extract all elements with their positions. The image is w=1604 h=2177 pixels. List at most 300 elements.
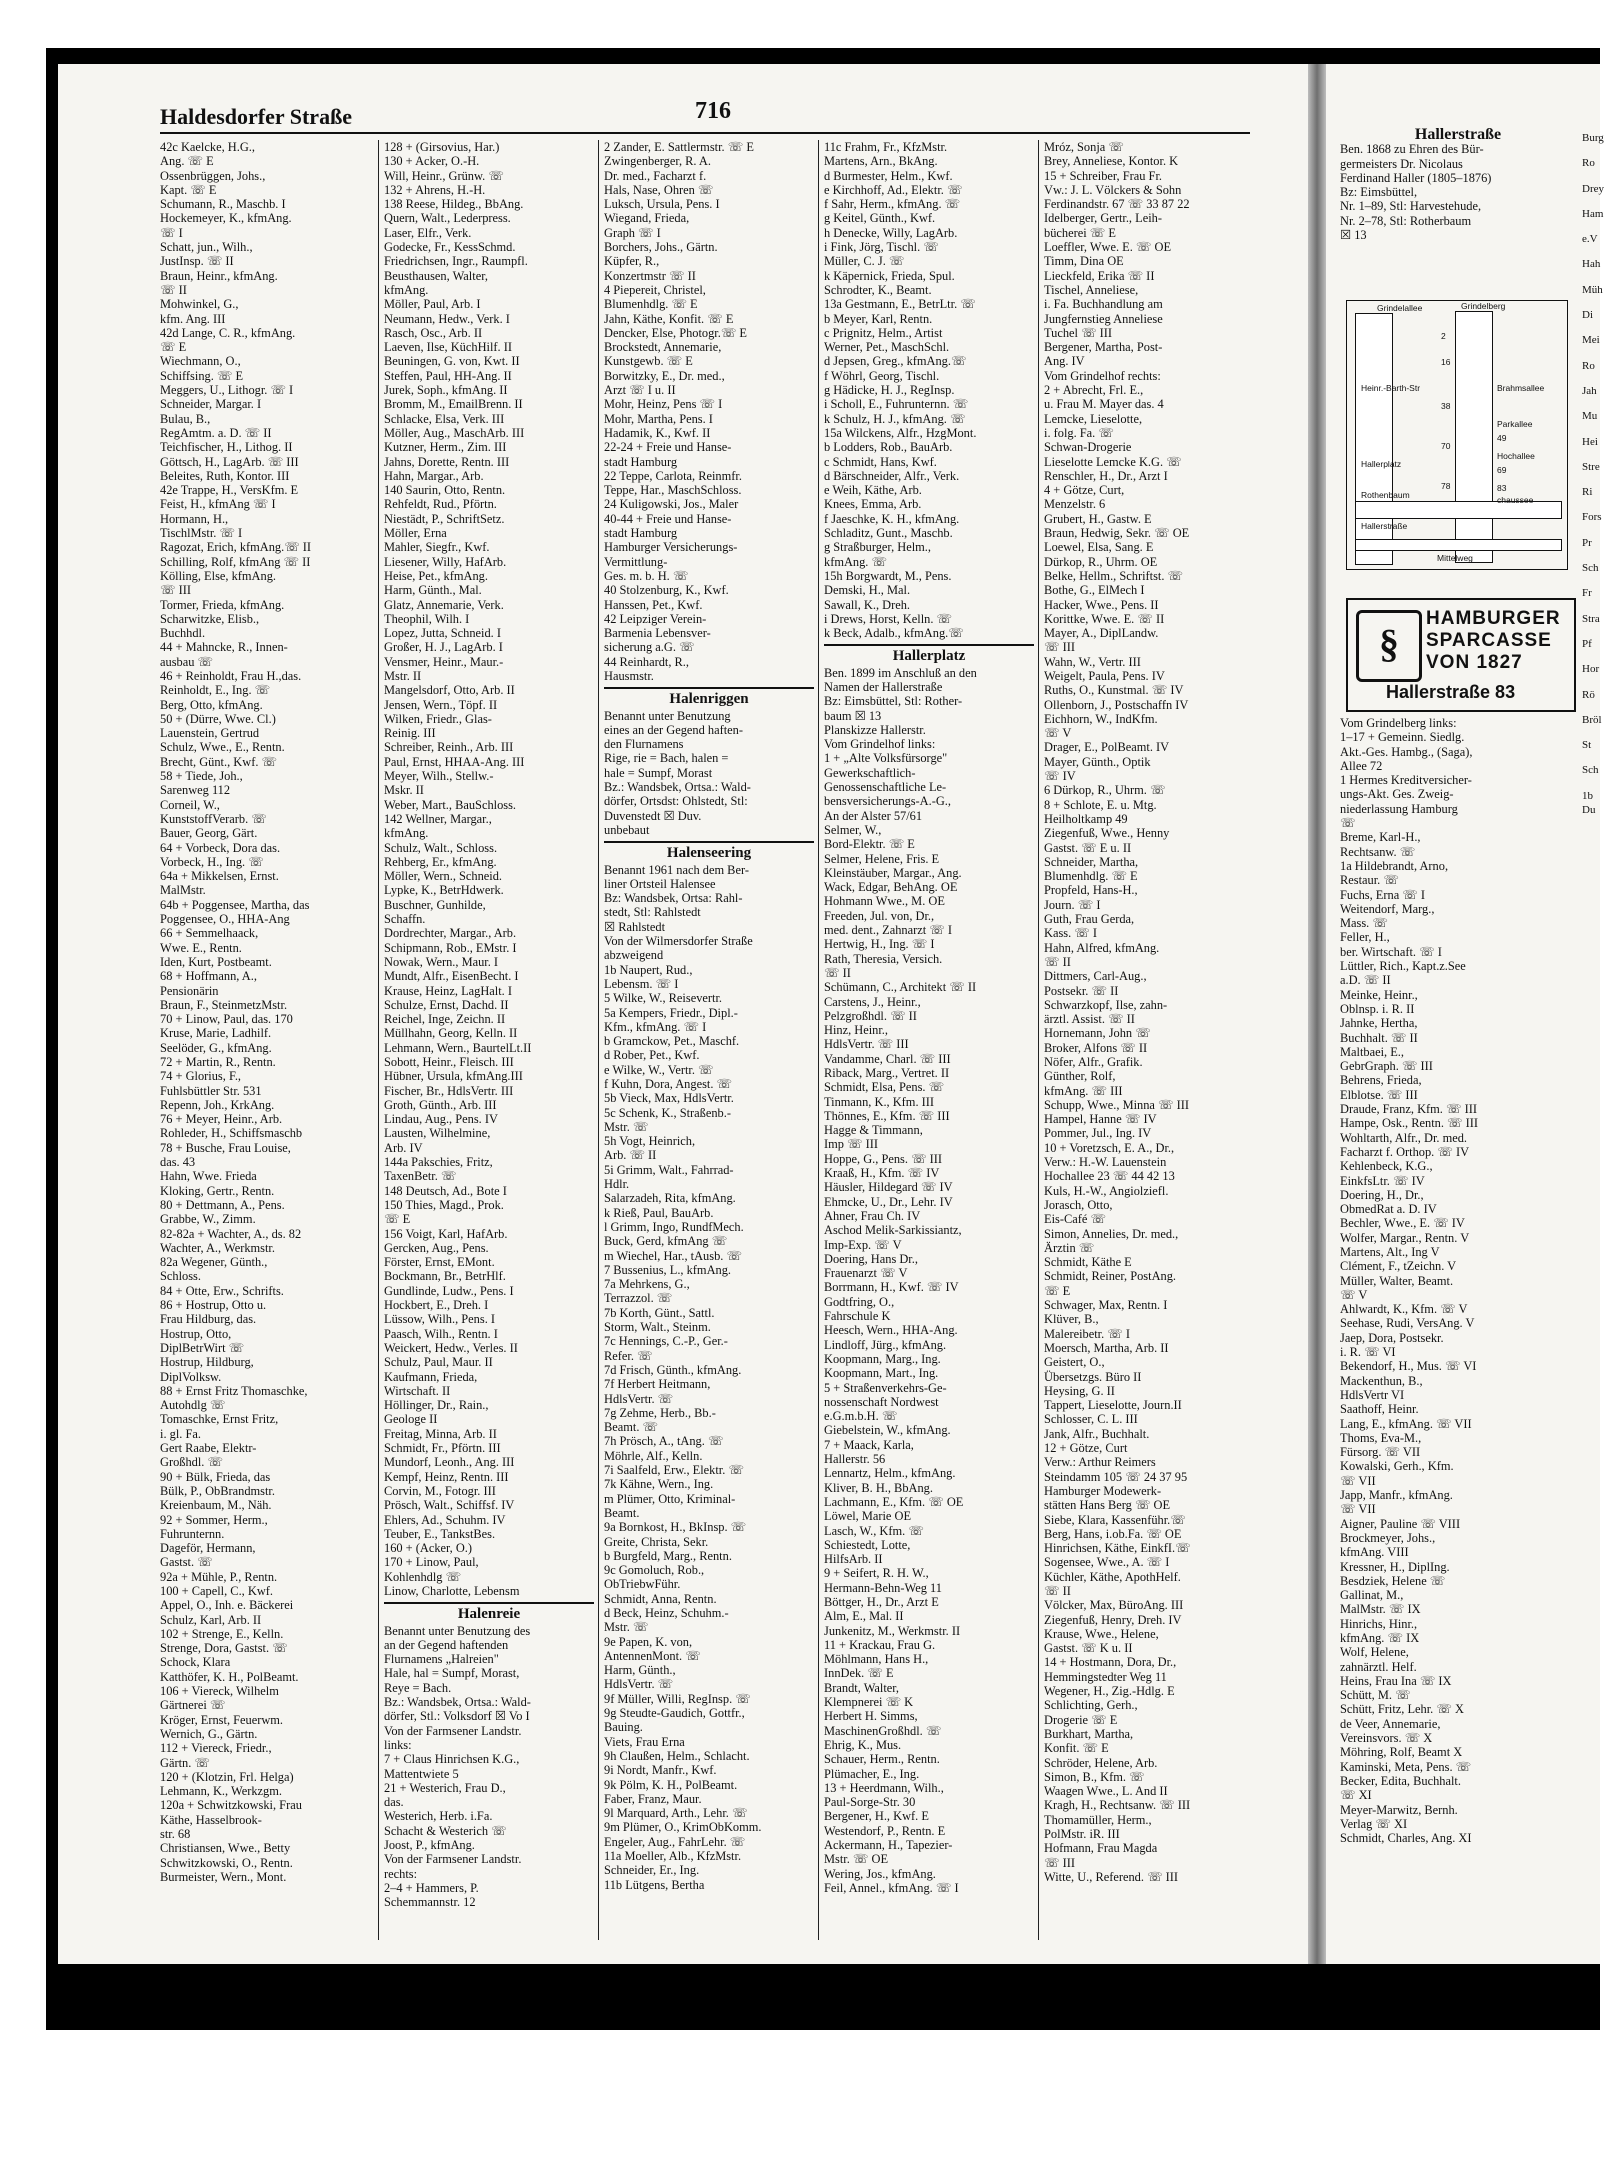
directory-entry: Planskizze Hallerstr. [824, 722, 926, 737]
directory-entry: Riback, Marg., Vertret. II [824, 1066, 950, 1080]
directory-entry: Jahns, Dorette, Rentn. III [384, 454, 510, 469]
column-divider [598, 140, 599, 1940]
directory-entry: Schemmannstr. 12 [384, 1895, 476, 1910]
directory-entry: an der Gegend haftenden [384, 1637, 509, 1652]
directory-entry: Pf [1582, 637, 1592, 650]
directory-entry: Kaminski, Meta, Pens. ☏ [1340, 1759, 1472, 1774]
directory-entry: Beleites, Ruth, Kontor. III [160, 468, 290, 483]
section-heading: Hallerplatz [824, 644, 1034, 663]
directory-entry: Hor [1582, 663, 1600, 676]
directory-entry: Schiestedt, Lotte, [824, 1537, 911, 1552]
directory-entry: 7 + Maack, Karla, [824, 1437, 914, 1452]
directory-entry: Schmidt, Anna, Rentn. [604, 1591, 717, 1606]
directory-entry: Heise, Pet., kfmAng. [384, 568, 488, 583]
directory-entry: Bockmann, Br., BetrHlf. [384, 1269, 506, 1284]
directory-entry: Theophil, Wilh. I [384, 611, 470, 626]
directory-entry: Bauer, Georg, Gärt. [160, 826, 258, 841]
directory-entry: c Prignitz, Helm., Artist [824, 325, 943, 340]
directory-entry: 7g Zehme, Herb., Bb.- [604, 1405, 716, 1420]
directory-entry: Konzertmstr ☏ II [604, 268, 696, 283]
directory-entry: ber. Wirtschaft. ☏ I [1340, 944, 1442, 959]
directory-entry: Fahrschule K [824, 1309, 891, 1324]
directory-entry: ☏ III [1044, 1855, 1075, 1870]
header-rule [160, 132, 1250, 134]
directory-entry: 9f Müller, Willi, RegInsp. ☏ [604, 1691, 751, 1706]
directory-entry: i. R. ☏ VI [1340, 1345, 1396, 1360]
directory-entry: stadt Hamburg [604, 454, 678, 469]
directory-entry: de Veer, Annemarie, [1340, 1716, 1441, 1731]
map-label: 49 [1497, 433, 1507, 443]
directory-entry: Knees, Emma, Arb. [824, 497, 922, 512]
map-label: 16 [1441, 357, 1451, 367]
directory-entry: Schloss. [160, 1269, 201, 1284]
directory-entry: Blumenhdlg. ☏ E [604, 297, 698, 312]
directory-entry: Borrmann, H., Kwf. ☏ IV [824, 1280, 959, 1295]
directory-entry: Bröl [1582, 713, 1602, 726]
directory-entry: 15a Wilckens, Alfr., HzgMont. [824, 425, 977, 440]
directory-entry: nossenschaft Nordwest [824, 1394, 939, 1409]
directory-entry: zahnärztl. Helf. [1340, 1659, 1417, 1674]
directory-entry: ☏ V [1340, 1287, 1368, 1302]
directory-entry: abzweigend [604, 948, 664, 963]
directory-entry: Arzt ☏ I u. II [604, 383, 676, 398]
map-label: 70 [1441, 441, 1451, 451]
directory-entry: Guth, Frau Gerda, [1044, 912, 1135, 927]
directory-entry: Maltbaei, E., [1340, 1044, 1404, 1059]
directory-entry: Ang. IV [1044, 354, 1085, 369]
directory-entry: 7b Korth, Günt., Sattl. [604, 1305, 715, 1320]
directory-entry: Kapt. ☏ E [160, 182, 217, 197]
directory-entry: Kohlenhdlg ☏ [384, 1569, 462, 1584]
directory-entry: Moersch, Martha, Arb. II [1044, 1340, 1169, 1355]
directory-entry: Ollenborn, J., Postschaffn IV [1044, 697, 1189, 712]
directory-entry: u. Frau M. Mayer das. 4 [1044, 397, 1164, 412]
directory-entry: Benannt unter Benutzung des [384, 1623, 531, 1638]
directory-entry: Wahn, W., Vertr. III [1044, 654, 1141, 669]
directory-entry: ☏ [1340, 816, 1356, 831]
directory-entry: 7h Prösch, A., tAng. ☏ [604, 1434, 724, 1449]
directory-entry: Will, Heinr., Grünw. ☏ [384, 168, 504, 183]
directory-entry: Nöfer, Alfr., Grafik. [1044, 1055, 1143, 1069]
directory-entry: das. [384, 1795, 404, 1810]
directory-entry: Jahn, Käthe, Konfit. ☏ E [604, 311, 734, 326]
directory-entry: Ro [1582, 157, 1595, 170]
directory-entry: Ri [1582, 486, 1593, 499]
directory-entry: e Wilke, W., Vertr. ☏ [604, 1062, 714, 1077]
directory-entry: Reinholdt, E., Ing. ☏ [160, 683, 271, 698]
column-divider [818, 140, 819, 1940]
map-label: Hallerstraße [1361, 521, 1408, 531]
directory-entry: Tappert, Lieselotte, Journ.II [1044, 1398, 1182, 1413]
directory-entry: Lehmann, K., Werkzgm. [160, 1784, 282, 1799]
directory-entry: Ro [1582, 359, 1595, 372]
directory-entry: Vorbeck, H., Ing. ☏ [160, 854, 264, 869]
directory-entry: Restaur. ☏ [1340, 873, 1399, 888]
directory-entry: Bromm, M., EmailBrenn. II [384, 397, 523, 412]
directory-entry: c Schmidt, Hans, Kwf. [824, 454, 937, 469]
directory-entry: Hockbert, E., Dreh. I [384, 1298, 489, 1313]
directory-entry: Broker, Alfons ☏ II [1044, 1040, 1148, 1055]
directory-entry: 142 Wellner, Margar., [384, 811, 492, 826]
directory-entry: Kruse, Marie, Ladhilf. [160, 1026, 272, 1041]
directory-entry: Braun, F., SteinmetzMstr. [160, 997, 288, 1012]
directory-entry: Müller, Walter, Beamt. [1340, 1273, 1454, 1288]
directory-entry: Lüttler, Rich., Kapt.z.See [1340, 959, 1466, 974]
directory-entry: Idelberger, Gertr., Leih- [1044, 211, 1162, 226]
directory-entry: Höllinger, Dr., Rain., [384, 1398, 489, 1413]
directory-entry: Jurek, Soph., kfmAng. II [384, 383, 508, 398]
directory-entry: Berg, Otto, kfmAng. [160, 697, 263, 712]
directory-entry: Mstr. ☏ [604, 1620, 649, 1635]
directory-entry: Rath, Theresia, Versich. [824, 951, 943, 966]
directory-entry: 66 + Semmelhaack, [160, 926, 259, 941]
map-label: 38 [1441, 401, 1451, 411]
directory-entry: d Burmester, Helm., Kwf. [824, 168, 953, 183]
directory-entry: Schulz, Wwe., E., Rentn. [160, 740, 285, 755]
directory-entry: 10 + Voretzsch, E. A., Dr., [1044, 1140, 1175, 1155]
directory-entry: Verlag ☏ XI [1340, 1816, 1408, 1831]
directory-entry: Kressner, H., DiplIng. [1340, 1559, 1450, 1574]
directory-column-2 [384, 140, 594, 1910]
directory-entry: Mróz, Sonja ☏ [1044, 140, 1124, 154]
directory-entry: Groth, Günth., Arb. III [384, 1097, 497, 1112]
directory-entry: Schock, Klara [160, 1655, 231, 1670]
directory-entry: Wack, Edgar, BehAng. OE [824, 880, 958, 895]
directory-entry: Ges. m. b. H. ☏ [604, 568, 689, 583]
directory-entry: Beamt. [604, 1505, 640, 1520]
directory-entry: Drogerie ☏ E [1044, 1712, 1118, 1727]
directory-entry: Lopez, Jutta, Schneid. I [384, 626, 501, 641]
directory-column-3 [604, 140, 814, 1892]
directory-entry: 7f Herbert Heitmann, [604, 1377, 711, 1392]
directory-entry: Fors [1582, 511, 1602, 524]
section-heading: Halenseering [604, 841, 814, 860]
directory-entry: Schwager, Max, Rentn. I [1044, 1298, 1168, 1313]
directory-entry: Rö [1582, 688, 1595, 701]
directory-entry: Doering, H., Dr., [1340, 1187, 1424, 1202]
directory-entry: Hahn, Alfred, kfmAng. [1044, 940, 1160, 955]
directory-entry: k Käpernick, Frieda, Spul. [824, 268, 955, 283]
directory-entry: Mayer, Günth., Optik [1044, 754, 1151, 769]
directory-entry: ☒ Rahlstedt [604, 919, 666, 934]
directory-entry: Schladitz, Gunt., Maschb. [824, 526, 953, 541]
directory-entry: 12 + Götze, Curt [1044, 1441, 1128, 1456]
directory-entry: Westerich, Herb. i.Fa. [384, 1809, 493, 1824]
directory-entry: Schatt, jun., Wilh., [160, 240, 253, 255]
directory-entry: Möhring, Rolf, Beamt X [1340, 1745, 1463, 1760]
directory-entry: Frau Hildburg, das. [160, 1312, 257, 1327]
map-label: 83 [1497, 483, 1507, 493]
directory-entry: 2 + Abrecht, Frl. E., [1044, 383, 1144, 398]
directory-entry: Friedrichsen, Ingr., Raumpfl. [384, 254, 528, 269]
directory-entry: Lachmann, E., Kfm. ☏ OE [824, 1494, 964, 1509]
directory-entry: Heins, Frau Ina ☏ IX [1340, 1673, 1452, 1688]
directory-entry: TaxenBetr. ☏ [384, 1169, 457, 1184]
directory-entry: Junkenitz, M., Werkmstr. II [824, 1623, 961, 1638]
directory-entry: Geologe II [384, 1412, 438, 1427]
directory-entry: Fuhlsbüttler Str. 531 [160, 1083, 262, 1098]
directory-entry: Weickert, Hedw., Verles. II [384, 1340, 518, 1355]
directory-entry: Förster, Ernst, EMont. [384, 1255, 495, 1270]
directory-entry: Wirtschaft. II [384, 1383, 451, 1398]
directory-entry: Genossenschaftliche Le- [824, 780, 947, 795]
directory-entry: sicherung a.G. ☏ [604, 640, 695, 655]
directory-entry: Schlosser, C. L. III [1044, 1412, 1138, 1427]
directory-entry: KunststoffVerarb. ☏ [160, 811, 267, 826]
directory-entry: Ham [1582, 207, 1604, 220]
directory-entry: Ferdinandstr. 67 ☏ 33 87 22 [1044, 197, 1190, 212]
directory-entry: 112 + Viereck, Friedr., [160, 1741, 272, 1756]
directory-entry: Hockemeyer, K., kfmAng. [160, 211, 292, 226]
directory-entry: Aschod Melik-Sarkissiantz, [824, 1223, 962, 1238]
directory-entry: Jank, Alfr., Buchhalt. [1044, 1426, 1150, 1441]
directory-entry: Autohdlg ☏ [160, 1398, 226, 1413]
directory-entry: Jorasch, Otto, [1044, 1197, 1113, 1212]
map-label: 69 [1497, 465, 1507, 475]
directory-entry: Malereibetr. ☏ I [1044, 1326, 1131, 1341]
map-label: Grindelallee [1377, 303, 1423, 313]
directory-entry: Scharwitzke, Elisb., [160, 611, 260, 626]
directory-entry: Böttger, H., Dr., Arzt E [824, 1594, 939, 1609]
directory-entry: m Wiechel, Har., tAusb. ☏ [604, 1248, 742, 1263]
directory-column-4 [824, 140, 1034, 1895]
directory-entry: l Grimm, Ingo, RundfMech. [604, 1219, 744, 1234]
directory-entry: Kloking, Gertr., Rentn. [160, 1183, 275, 1198]
directory-entry: stedt, Stl: Rahlstedt [604, 905, 701, 920]
directory-entry: Godecke, Fr., KessSchmd. [384, 240, 516, 255]
directory-entry: Jahnke, Hertha, [1340, 1016, 1418, 1031]
directory-entry: 15h Borgwardt, M., Pens. [824, 568, 952, 583]
directory-entry: DiplBetrWirt ☏ [160, 1340, 245, 1355]
directory-entry: ☏ VII [1340, 1502, 1376, 1517]
directory-entry: 9e Papen, K. von, [604, 1634, 693, 1649]
directory-entry: Beusthausen, Walter, [384, 268, 488, 283]
directory-entry: Di [1582, 309, 1593, 322]
directory-entry: Küpfer, R., [604, 254, 660, 269]
directory-entry: Teppe, Har., MaschSchloss. [604, 483, 742, 498]
directory-entry: Jungfernstieg Anneliese [1044, 311, 1163, 326]
directory-entry: Zwingenberger, R. A. [604, 154, 711, 169]
directory-entry: Wiegand, Frieda, [604, 211, 690, 226]
directory-entry: Steffen, Paul, HH-Ang. II [384, 368, 512, 383]
directory-entry: ☏ E [160, 340, 187, 355]
directory-entry: Alm, E., Mal. II [824, 1609, 904, 1624]
directory-entry: Berg, Hans, i.ob.Fa. ☏ OE [1044, 1526, 1182, 1541]
directory-entry: Schulz, Karl, Arb. II [160, 1612, 262, 1627]
directory-entry: Nowak, Wern., Maur. I [384, 954, 499, 969]
directory-entry: Bz: Wandsbek, Ortsa: Rahl- [604, 891, 743, 906]
directory-entry: Giebelstein, W., kfmAng. [824, 1423, 951, 1438]
directory-entry: 150 Thies, Magd., Prok. [384, 1197, 504, 1212]
directory-entry: Ziegenfuß, Wwe., Henny [1044, 826, 1170, 841]
directory-entry: Hahn, Wwe. Frieda [160, 1169, 257, 1184]
directory-entry: Ben. 1868 zu Ehren des Bür- [1340, 142, 1484, 157]
directory-entry: Hochallee 23 ☏ 44 42 13 [1044, 1169, 1175, 1184]
directory-entry: Teuber, E., TankstBes. [384, 1526, 496, 1541]
directory-entry: Imp ☏ III [824, 1137, 879, 1152]
directory-entry: 7c Hennings, C.-P., Ger.- [604, 1334, 728, 1349]
directory-entry: 84 + Otte, Erw., Schrifts. [160, 1283, 284, 1298]
directory-entry: 7a Mehrkens, G., [604, 1277, 690, 1292]
directory-entry: Hemmingstedter Weg 11 [1044, 1669, 1167, 1684]
directory-entry: Sogensee, Wwe., A. ☏ I [1044, 1555, 1170, 1570]
directory-entry: ☏ VII [1340, 1473, 1376, 1488]
directory-entry: Hanssen, Pet., Kwf. [604, 597, 703, 612]
directory-entry: Loeffler, Wwe. E. ☏ OE [1044, 240, 1172, 255]
sparcasse-logo-icon: § [1356, 610, 1422, 682]
directory-entry: Vermittlung- [604, 554, 668, 569]
directory-entry: Gercken, Aug., Pens. [384, 1240, 489, 1255]
directory-entry: i. Fa. Buchhandlung am [1044, 297, 1163, 312]
directory-entry: Krause, Heinz, LagHalt. I [384, 983, 512, 998]
directory-entry: Hale, hal = Sumpf, Morast, [384, 1666, 520, 1681]
directory-entry: Buschner, Gunhilde, [384, 897, 486, 912]
directory-entry: ☏ III [1044, 640, 1075, 655]
directory-entry: 22-24 + Freie und Hanse- [604, 440, 732, 455]
map-label: Rothenbaum [1361, 490, 1410, 500]
directory-entry: Käthe, Hasselbrook- [160, 1812, 262, 1827]
directory-entry: Japp, Manfr., kfmAng. [1340, 1488, 1453, 1503]
directory-entry: Lauenstein, Gertrud [160, 726, 260, 741]
directory-entry: 9l Marquard, Arth., Lehr. ☏ [604, 1806, 748, 1821]
map-road-mittelweg [1355, 539, 1562, 551]
directory-entry: Tuchel ☏ III [1044, 325, 1113, 340]
directory-entry: unbebaut [604, 822, 650, 837]
directory-entry: Hah [1582, 258, 1601, 271]
directory-entry: 5 Wilke, W., Reisevertr. [604, 991, 722, 1006]
directory-entry: Freeden, Jul. von, Dr., [824, 908, 935, 923]
directory-entry: Weber, Mart., BauSchloss. [384, 797, 517, 812]
directory-entry: Martens, Arn., BkAng. [824, 154, 938, 169]
directory-entry: ☏ IV [1044, 769, 1076, 784]
directory-entry: Selmer, Helene, Fris. E [824, 851, 940, 866]
directory-entry: Waagen Wwe., L. And II [1044, 1784, 1168, 1799]
directory-entry: 88 + Ernst Fritz Thomaschke, [160, 1383, 308, 1398]
directory-entry: Schwitzkowski, O., Rentn. [160, 1855, 293, 1870]
directory-entry: 170 + Linow, Paul, [384, 1555, 479, 1570]
directory-entry: Benannt 1961 nach dem Ber- [604, 862, 749, 877]
directory-entry: Ackermann, H., Tapezier- [824, 1838, 953, 1853]
directory-entry: Schütt, M. ☏ [1340, 1688, 1411, 1703]
column-divider [378, 140, 379, 1940]
directory-entry: Dürkop, R., Uhrm. OE [1044, 554, 1158, 569]
directory-entry: Kragh, H., Rechtsanw. ☏ III [1044, 1798, 1191, 1813]
directory-entry: Hagge & Timmann, [824, 1123, 923, 1138]
directory-entry: 9i Nordt, Manfr., Kwf. [604, 1763, 717, 1778]
directory-entry: Mundorf, Leonh., Ang. III [384, 1455, 515, 1470]
directory-entry: 7i Saalfeld, Erw., Elektr. ☏ [604, 1463, 744, 1478]
directory-entry: Weitendorf, Marg., [1340, 901, 1435, 916]
directory-entry: Möller, Paul, Arb. I [384, 297, 481, 312]
directory-entry: Pelzgroßhdl. ☏ II [824, 1008, 917, 1023]
directory-entry: Vandamme, Charl. ☏ III [824, 1051, 951, 1066]
directory-entry: 106 + Viereck, Wilhelm [160, 1684, 279, 1699]
directory-entry: 9h Claußen, Helm., Schlacht. [604, 1748, 750, 1763]
directory-entry: 44 Reinhardt, R., [604, 654, 690, 669]
directory-entry: MaschinenGroßhdl. ☏ [824, 1723, 942, 1738]
directory-entry: ☏ II [1044, 1583, 1071, 1598]
directory-entry: 1 Hermes Kreditversicher- [1340, 773, 1472, 788]
directory-entry: Rechtsanw. ☏ [1340, 844, 1416, 859]
directory-entry: St [1582, 739, 1592, 752]
directory-entry: 7 Bussenius, L., kfmAng. [604, 1262, 732, 1277]
directory-entry: GebrGraph. ☏ III [1340, 1059, 1433, 1074]
directory-entry: Wachter, A., Werkmstr. [160, 1240, 275, 1255]
directory-entry: 120a + Schwitzkowski, Frau [160, 1798, 302, 1813]
directory-entry: Schipmann, Rob., EMstr. I [384, 940, 517, 955]
map-label: Heinr.-Barth-Str [1361, 383, 1421, 393]
directory-entry: Möhrle, Alf., Kelln. [604, 1448, 703, 1463]
directory-entry: Vw.: J. L. Völckers & Sohn [1044, 182, 1182, 197]
directory-entry: Braun, Heinr., kfmAng. [160, 268, 278, 283]
directory-entry: d Rober, Pet., Kwf. [604, 1048, 700, 1063]
directory-entry: Corneil, W., [160, 797, 220, 812]
directory-entry: 128 + (Girsovius, Har.) [384, 140, 500, 154]
directory-entry: Koopmann, Mart., Ing. [824, 1366, 939, 1381]
directory-entry: Ragozat, Erich, kfmAng.☏ II [160, 540, 312, 555]
directory-entry: Schneider, Margar. I [160, 397, 262, 412]
directory-entry: 7 + Claus Hinrichsen K.G., [384, 1752, 520, 1767]
directory-entry: Poggensee, O., HHA-Ang [160, 912, 290, 927]
hallerstrasse-entries [1340, 716, 1576, 1845]
directory-entry: Jaep, Dora, Postsekr. [1340, 1330, 1444, 1345]
directory-entry: Braun, Hedwig, Sekr. ☏ OE [1044, 526, 1190, 541]
map-label: Brahmsallee [1497, 383, 1545, 393]
directory-entry: Buchhdl. [160, 626, 206, 641]
book-gutter [1308, 64, 1326, 1964]
map-label: 2 [1441, 331, 1446, 341]
directory-entry: Gastst. ☏ K u. II [1044, 1641, 1133, 1656]
directory-entry: Ahner, Frau Ch. IV [824, 1208, 921, 1223]
directory-entry: Godtfring, O., [824, 1294, 895, 1309]
directory-entry: ausbau ☏ [160, 654, 213, 669]
directory-entry: Schauer, Herm., Rentn. [824, 1752, 940, 1767]
directory-entry: Mohr, Martha, Pens. I [604, 411, 713, 426]
directory-entry: Liesener, Willy, HafArb. [384, 554, 507, 569]
directory-entry: Timm, Dina OE [1044, 254, 1124, 269]
directory-entry: Dencker, Else, Photogr.☏ E [604, 325, 748, 340]
directory-entry: i. gl. Fa. [160, 1426, 201, 1441]
directory-entry: 42e Trappe, H., VersKfm. E [160, 483, 299, 498]
directory-entry: Plümacher, E., Ing. [824, 1766, 920, 1781]
directory-entry: Hertwig, H., Ing. ☏ I [824, 937, 935, 952]
directory-entry: Glatz, Annemarie, Verk. [384, 597, 504, 612]
page-number: 716 [695, 98, 731, 124]
directory-entry: Mstr. ☏ [604, 1119, 649, 1134]
directory-entry: Schacht & Westerich ☏ [384, 1823, 507, 1838]
directory-entry: 72 + Martin, R., Rentn. [160, 1055, 276, 1069]
directory-entry: Witte, U., Referend. ☏ III [1044, 1869, 1179, 1884]
directory-entry: Rige, rie = Bach, halen = [604, 751, 729, 766]
directory-entry: Stre [1582, 460, 1600, 473]
directory-entry: Schulze, Ernst, Dachd. II [384, 997, 509, 1012]
directory-entry: e Kirchhoff, Ad., Elektr. ☏ [824, 182, 963, 197]
directory-entry: Von der Wilmersdorfer Straße [604, 934, 753, 949]
directory-entry: ObTriebwFühr. [604, 1577, 681, 1592]
ad-name-line: HAMBURGER [1426, 608, 1561, 629]
directory-entry: HdlsVertr. ☏ [604, 1677, 674, 1692]
directory-entry: a.D. ☏ II [1340, 973, 1391, 988]
directory-entry: Wohltarth, Alfr., Dr. med. [1340, 1130, 1468, 1145]
directory-entry: Möller, Aug., MaschArb. III [384, 425, 525, 440]
directory-entry: Rohleder, H., Schiffsmaschb [160, 1126, 303, 1141]
directory-entry: Mstr. ☏ OE [824, 1852, 889, 1867]
directory-entry: Krause, Wwe., Helene, [1044, 1626, 1159, 1641]
directory-entry: Großer, H. J., LagArb. I [384, 640, 503, 655]
directory-entry: Pommer, Jul., Ing. IV [1044, 1126, 1152, 1141]
directory-entry: Namen der Hallerstraße [824, 679, 943, 694]
directory-entry: Bz.: Wandsbek, Ortsa.: Wald- [604, 780, 751, 795]
